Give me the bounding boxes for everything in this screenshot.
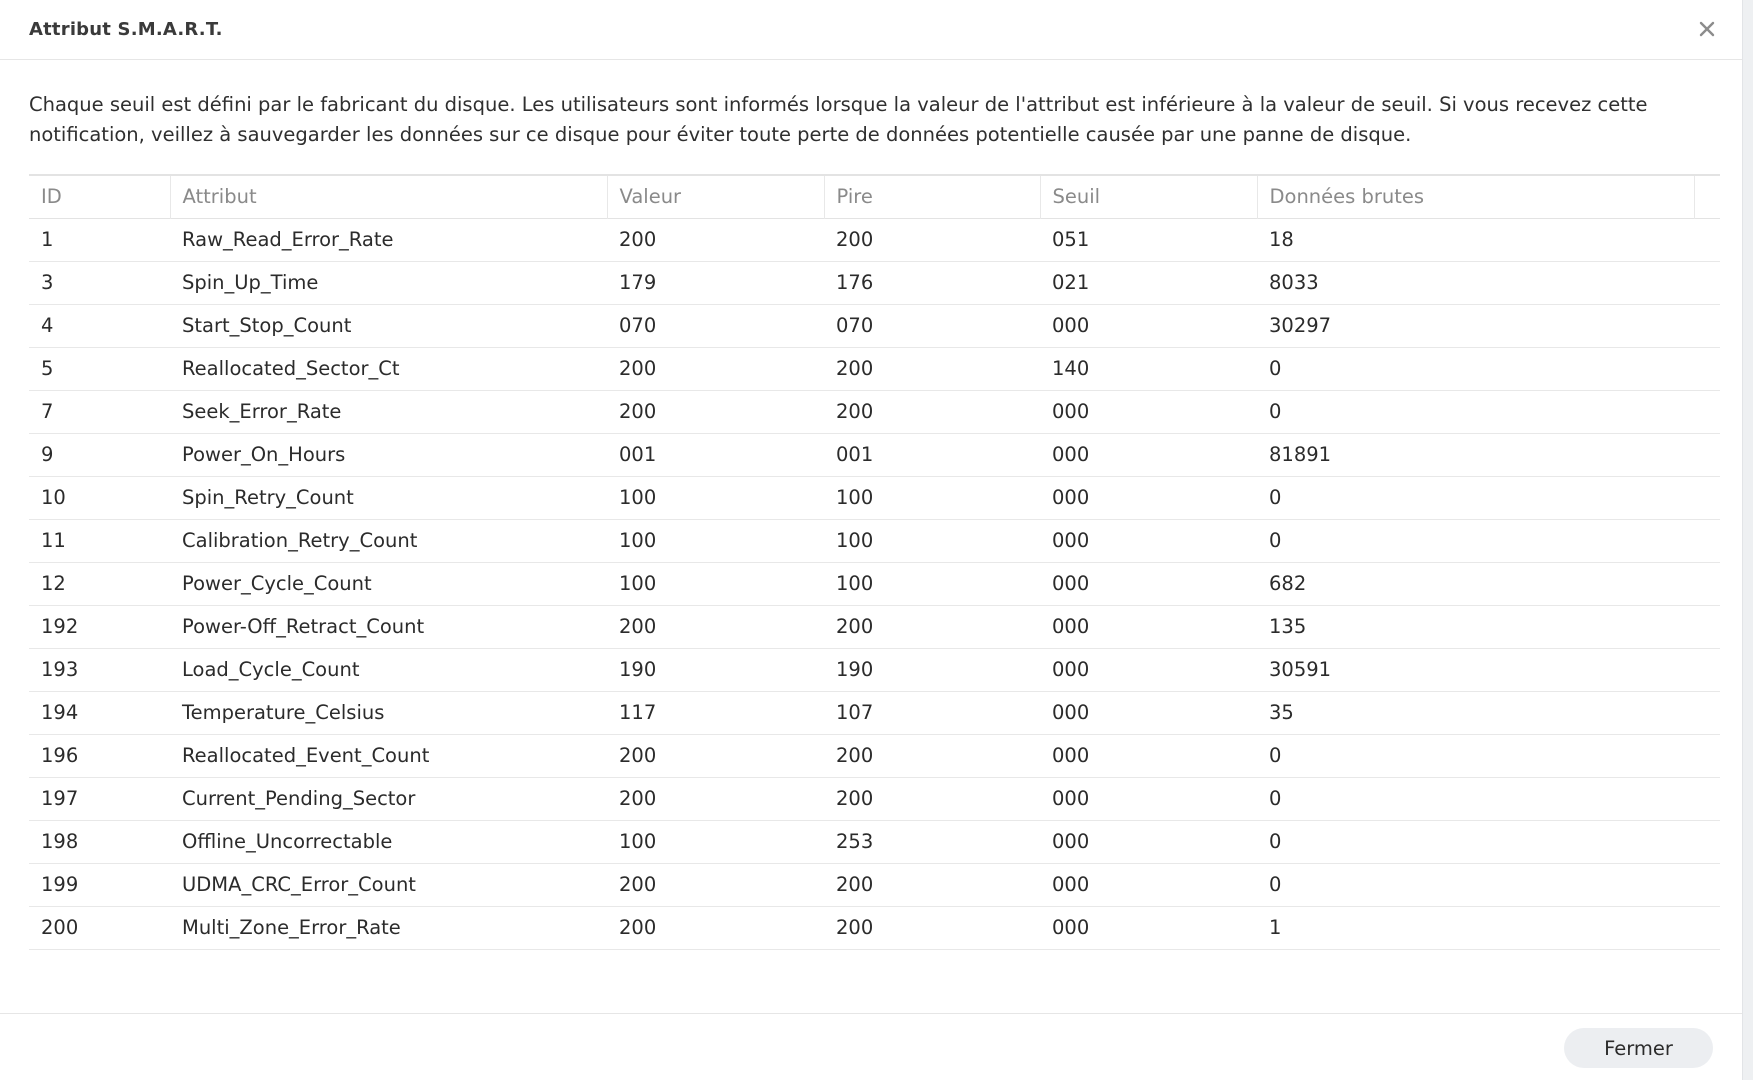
smart-attribute-table (29, 174, 1720, 950)
column-header-threshold[interactable]: Seuil (1040, 175, 1257, 218)
cell-filler (1694, 519, 1720, 562)
cell-filler (1694, 648, 1720, 691)
cell-id: 194 (41, 701, 79, 724)
table-body (29, 218, 1720, 949)
cell-value: 100 (619, 572, 657, 595)
cell-threshold: 051 (1052, 228, 1090, 251)
cell-filler (1694, 390, 1720, 433)
cell-attribute: Temperature_Celsius (182, 701, 385, 724)
cell-worst: 200 (836, 787, 874, 810)
cell-raw-data: 18 (1269, 228, 1294, 251)
cell-raw-data: 682 (1269, 572, 1307, 595)
table-row[interactable] (29, 605, 1720, 648)
table-row[interactable] (29, 304, 1720, 347)
close-icon[interactable] (1694, 16, 1720, 42)
cell-raw-data: 30591 (1269, 658, 1332, 681)
column-header-value[interactable]: Valeur (607, 175, 824, 218)
column-header-filler (1694, 175, 1720, 218)
cell-worst: 200 (836, 744, 874, 767)
cell-attribute: Reallocated_Event_Count (182, 744, 430, 767)
cell-raw-data: 0 (1269, 787, 1282, 810)
cell-threshold: 000 (1052, 787, 1090, 810)
cell-worst: 200 (836, 400, 874, 423)
column-header-raw-data[interactable]: Données brutes (1257, 175, 1694, 218)
cell-id: 3 (41, 271, 54, 294)
cell-threshold: 000 (1052, 486, 1090, 509)
cell-attribute: Power_Cycle_Count (182, 572, 372, 595)
background-edge (1742, 0, 1753, 1080)
cell-raw-data: 1 (1269, 916, 1282, 939)
cell-id: 196 (41, 744, 79, 767)
table-row[interactable] (29, 218, 1720, 261)
cell-threshold: 000 (1052, 314, 1090, 337)
column-header-worst[interactable]: Pire (824, 175, 1040, 218)
cell-threshold: 000 (1052, 615, 1090, 638)
cell-worst: 200 (836, 873, 874, 896)
table-row[interactable] (29, 863, 1720, 906)
cell-value: 179 (619, 271, 657, 294)
dialog-header (0, 0, 1743, 60)
table-row[interactable] (29, 734, 1720, 777)
cell-raw-data: 0 (1269, 486, 1282, 509)
cell-threshold: 000 (1052, 916, 1090, 939)
cell-filler (1694, 691, 1720, 734)
cell-worst: 100 (836, 529, 874, 552)
table-row[interactable] (29, 648, 1720, 691)
table-row[interactable] (29, 562, 1720, 605)
cell-worst: 253 (836, 830, 874, 853)
cell-attribute: Reallocated_Sector_Ct (182, 357, 400, 380)
cell-id: 199 (41, 873, 79, 896)
cell-id: 192 (41, 615, 79, 638)
cell-raw-data: 0 (1269, 400, 1282, 423)
cell-attribute: Current_Pending_Sector (182, 787, 416, 810)
cell-filler (1694, 863, 1720, 906)
cell-attribute: Start_Stop_Count (182, 314, 352, 337)
cell-id: 197 (41, 787, 79, 810)
cell-worst: 200 (836, 916, 874, 939)
cell-value: 100 (619, 486, 657, 509)
table-row[interactable] (29, 390, 1720, 433)
cell-worst: 100 (836, 486, 874, 509)
cell-raw-data: 0 (1269, 529, 1282, 552)
cell-value: 100 (619, 830, 657, 853)
cell-filler (1694, 433, 1720, 476)
cell-attribute: Spin_Up_Time (182, 271, 319, 294)
cell-filler (1694, 906, 1720, 949)
cell-value: 001 (619, 443, 657, 466)
cell-filler (1694, 605, 1720, 648)
table-row[interactable] (29, 691, 1720, 734)
cell-value: 070 (619, 314, 657, 337)
cell-value: 200 (619, 916, 657, 939)
table-row[interactable] (29, 906, 1720, 949)
cell-threshold: 000 (1052, 400, 1090, 423)
table-row[interactable] (29, 476, 1720, 519)
cell-worst: 001 (836, 443, 874, 466)
cell-attribute: Raw_Read_Error_Rate (182, 228, 394, 251)
cell-filler (1694, 261, 1720, 304)
cell-raw-data: 30297 (1269, 314, 1332, 337)
cell-id: 4 (41, 314, 54, 337)
cell-threshold: 000 (1052, 529, 1090, 552)
cell-value: 200 (619, 744, 657, 767)
cell-threshold: 021 (1052, 271, 1090, 294)
cell-raw-data: 0 (1269, 830, 1282, 853)
table-row[interactable] (29, 777, 1720, 820)
table-row[interactable] (29, 261, 1720, 304)
cell-value: 190 (619, 658, 657, 681)
cell-threshold: 000 (1052, 830, 1090, 853)
cell-id: 7 (41, 400, 54, 423)
cell-attribute: Power-Off_Retract_Count (182, 615, 425, 638)
cell-id: 11 (41, 529, 66, 552)
cell-id: 9 (41, 443, 54, 466)
cell-worst: 200 (836, 615, 874, 638)
cell-threshold: 000 (1052, 873, 1090, 896)
cell-raw-data: 35 (1269, 701, 1294, 724)
cell-value: 200 (619, 357, 657, 380)
cell-value: 200 (619, 787, 657, 810)
cell-threshold: 000 (1052, 572, 1090, 595)
cell-filler (1694, 820, 1720, 863)
cell-raw-data: 81891 (1269, 443, 1332, 466)
cell-id: 10 (41, 486, 66, 509)
table-row[interactable] (29, 519, 1720, 562)
cell-value: 117 (619, 701, 657, 724)
cell-value: 100 (619, 529, 657, 552)
cell-filler (1694, 218, 1720, 261)
cell-value: 200 (619, 228, 657, 251)
cell-attribute: Power_On_Hours (182, 443, 346, 466)
cell-worst: 200 (836, 228, 874, 251)
cell-value: 200 (619, 873, 657, 896)
cell-worst: 070 (836, 314, 874, 337)
cell-filler (1694, 476, 1720, 519)
cell-value: 200 (619, 615, 657, 638)
cell-filler (1694, 734, 1720, 777)
cell-filler (1694, 304, 1720, 347)
column-header-id[interactable]: ID (29, 175, 170, 218)
cell-attribute: Load_Cycle_Count (182, 658, 360, 681)
cell-id: 5 (41, 357, 54, 380)
cell-filler (1694, 562, 1720, 605)
table-header-row (29, 175, 1720, 218)
cell-id: 12 (41, 572, 66, 595)
cell-attribute: Seek_Error_Rate (182, 400, 342, 423)
table-row[interactable] (29, 347, 1720, 390)
cell-worst: 107 (836, 701, 874, 724)
cell-raw-data: 135 (1269, 615, 1307, 638)
cell-worst: 190 (836, 658, 874, 681)
cell-threshold: 140 (1052, 357, 1090, 380)
table-row[interactable] (29, 433, 1720, 476)
cell-id: 1 (41, 228, 54, 251)
cell-attribute: Spin_Retry_Count (182, 486, 354, 509)
cell-id: 200 (41, 916, 79, 939)
table-row[interactable] (29, 820, 1720, 863)
cell-threshold: 000 (1052, 744, 1090, 767)
cell-id: 193 (41, 658, 79, 681)
cell-threshold: 000 (1052, 443, 1090, 466)
column-header-attribute[interactable]: Attribut (170, 175, 607, 218)
cell-id: 198 (41, 830, 79, 853)
cell-value: 200 (619, 400, 657, 423)
cell-worst: 200 (836, 357, 874, 380)
cell-attribute: Calibration_Retry_Count (182, 529, 418, 552)
cell-attribute: Multi_Zone_Error_Rate (182, 916, 401, 939)
dialog-title: Attribut S.M.A.R.T. (29, 19, 223, 40)
close-button[interactable]: Fermer (1564, 1028, 1713, 1068)
cell-threshold: 000 (1052, 658, 1090, 681)
cell-worst: 100 (836, 572, 874, 595)
cell-raw-data: 0 (1269, 744, 1282, 767)
smart-table-container (29, 174, 1720, 950)
cell-worst: 176 (836, 271, 874, 294)
cell-attribute: Offline_Uncorrectable (182, 830, 393, 853)
cell-threshold: 000 (1052, 701, 1090, 724)
dialog-footer (0, 1013, 1743, 1080)
cell-raw-data: 0 (1269, 873, 1282, 896)
cell-raw-data: 8033 (1269, 271, 1319, 294)
cell-filler (1694, 347, 1720, 390)
cell-filler (1694, 777, 1720, 820)
cell-attribute: UDMA_CRC_Error_Count (182, 873, 416, 896)
dialog-description: Chaque seuil est défini par le fabricant du disque. Les utilisateurs sont informés lorsque la valeur de l'attribut est inférieure à la valeur de seuil. Si vous recevez cette notification, veillez à sauvegarder les données sur ce disque pour éviter toute perte de données potentielle causée par une panne de disque. (29, 93, 1648, 146)
cell-raw-data: 0 (1269, 357, 1282, 380)
